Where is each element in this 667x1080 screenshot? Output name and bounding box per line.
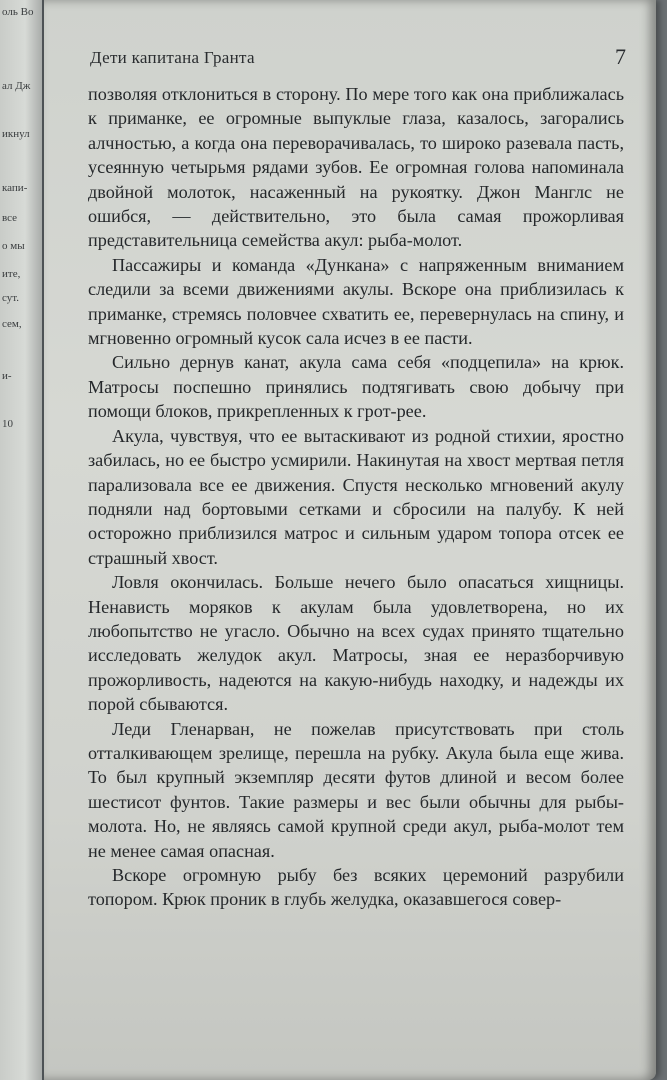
facing-page-fragment: сут.	[2, 292, 19, 304]
paragraph: Леди Гленарван, не пожелав присутствовать при столь отталкивающем зрелище, перешла на рубку. Акула была еще жива. То был крупный экземпляр десяти футов длиной и весом более шестисот фунтов. Такие размеры и вес были обычны для рыбы-молота. Но, не являясь самой крупной среди акул, рыба-молот тем не менее самая опасная.	[88, 718, 624, 861]
paragraph: позволяя отклониться в сторону. По мере того как она приближалась к приманке, ее огромные выпуклые глаза, казалось, загорались алчностью, а когда она переворачивалась, то широко разевала пасть, усеянную четырьмя рядами зубов. Ее огромная голова напоминала двойной молоток, насаженный на рукоятку. Джон Манглс не ошибся, — действительно, это была самая прожорливая представительница семейства акул: рыба-молот.	[88, 84, 624, 251]
page-header	[90, 44, 626, 70]
facing-page-edge	[0, 0, 42, 1080]
page-number: 7	[615, 44, 626, 69]
facing-page-fragment: 10	[2, 418, 13, 430]
paragraph: Сильно дернув канат, акула сама себя «подцепила» на крюк. Матросы поспешно принялись подтягивать свою добычу при помощи блоков, прикрепленных к грот-рее.	[88, 352, 624, 422]
paragraph: Ловля окончилась. Больше нечего было опасаться хищницы. Ненависть моряков к акулам была удовлетворена, но их любопытство не угасло. Обычно на всех судах принято тщательно исследовать желудок акул. Матросы, зная ее неразборчивую прожорливость, надеются на какую-нибудь находку, и надежды их порой сбываются.	[88, 572, 624, 715]
facing-page-fragment: икнул	[2, 128, 30, 140]
paragraph: Акула, чувствуя, что ее вытаскивают из родной стихии, яростно забилась, но ее быстро усмирили. Накинутая на хвост мертвая петля парализовала все ее движения. Спустя несколько мгновений акулу подняли над бортовыми сетками и сбросили на палубу. К ней осторожно приблизился матрос и сильным ударом топора отсек ее страшный хвост.	[88, 425, 624, 568]
facing-page-fragment: капи-	[2, 182, 28, 194]
running-title: Дети капитана Гранта	[90, 48, 255, 67]
paragraph: Пассажиры и команда «Дункана» с напряженным вниманием следили за всеми движениями акулы. Вскоре она приблизилась к приманке, стремясь половчее схватить ее, перевернулась на спину, и мгновенно огромный кусок сала исчез в ее пасти.	[88, 254, 624, 349]
facing-page-fragment: ите,	[2, 268, 21, 280]
facing-page-fragment: ал Дж	[2, 80, 31, 92]
paragraph: Вскоре огромную рыбу без всяких церемоний разрубили топором. Крюк проник в глубь желудка, оказавшегося совер-	[88, 865, 624, 910]
facing-page-fragment: сем,	[2, 318, 22, 330]
book-page	[44, 0, 656, 1080]
facing-page-fragment: оль Во	[2, 6, 34, 18]
facing-page-fragment: о мы	[2, 240, 25, 252]
body-text	[88, 82, 624, 912]
facing-page-fragment: и-	[2, 370, 12, 382]
facing-page-fragment: все	[2, 212, 18, 224]
